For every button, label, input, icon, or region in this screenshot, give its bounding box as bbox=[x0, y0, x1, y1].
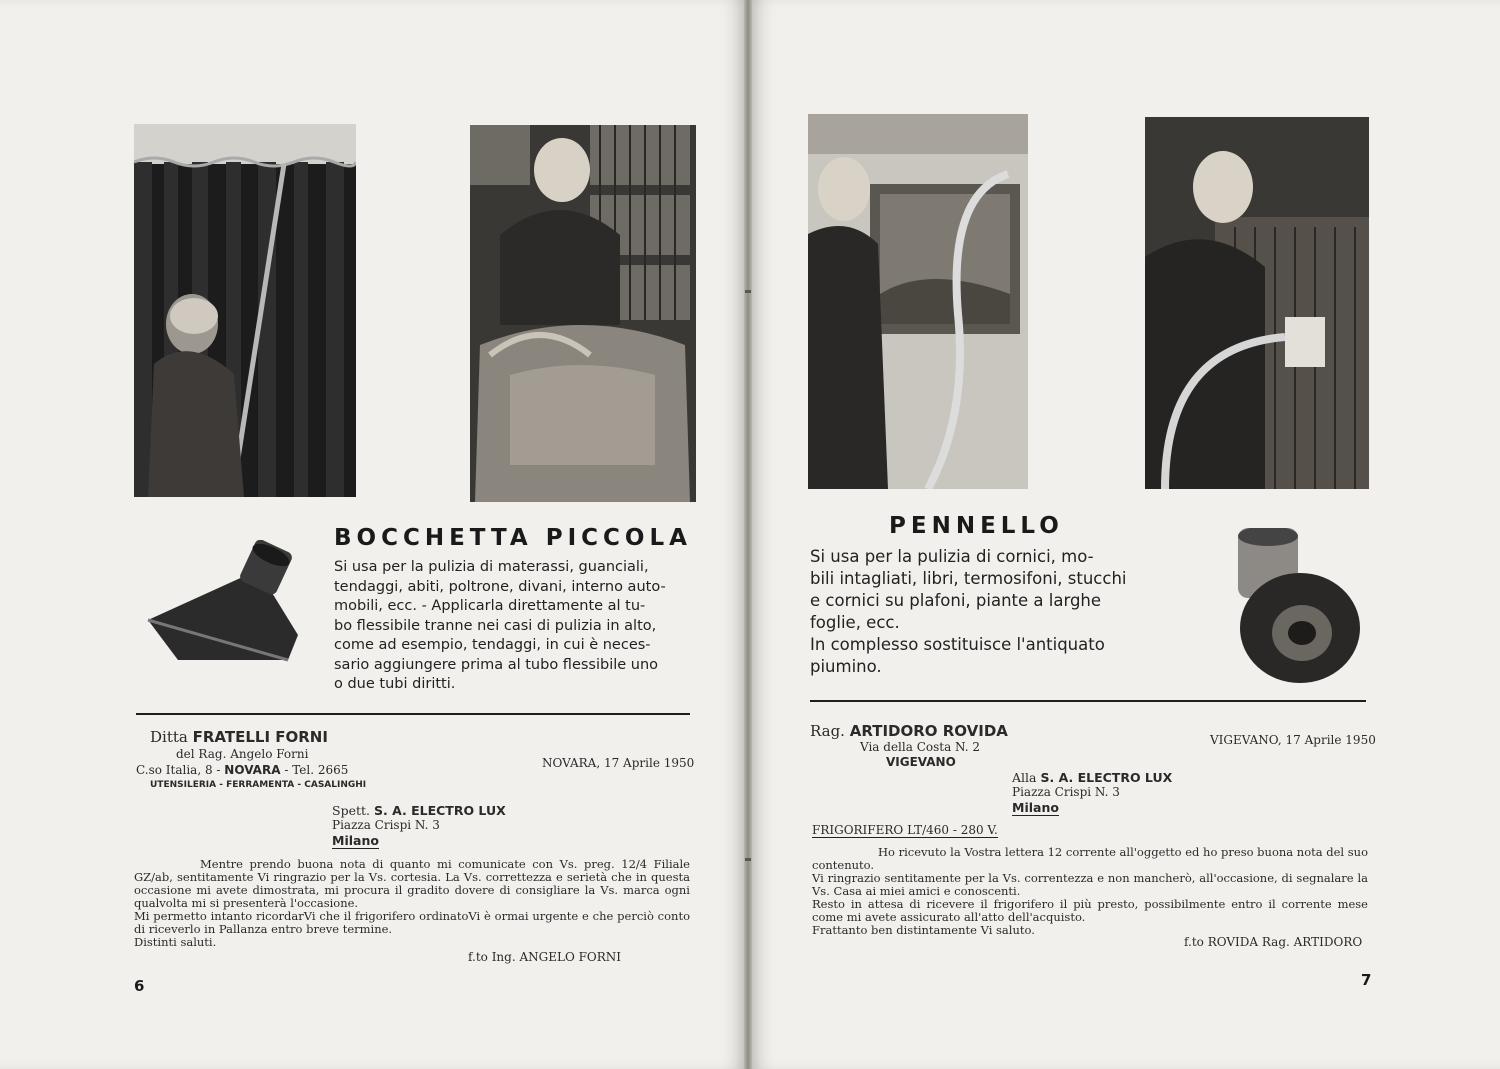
recipient-prefix: Spett. bbox=[332, 803, 370, 818]
right-place-date: VIGEVANO, 17 Aprile 1950 bbox=[1210, 733, 1376, 747]
right-recipient bbox=[1012, 770, 1172, 785]
right-divider bbox=[810, 700, 1366, 702]
recipient-city-text: Milano bbox=[1012, 800, 1059, 815]
left-recipient bbox=[332, 803, 506, 818]
sender-address: Via della Costa N. 2 bbox=[860, 740, 981, 754]
recipient-name: S. A. ELECTRO LUX bbox=[373, 803, 506, 818]
recipient-address: Piazza Crispi N. 3 bbox=[332, 818, 440, 832]
book-gutter bbox=[744, 0, 752, 1069]
left-title: BOCCHETTA PICCOLA bbox=[334, 525, 692, 551]
left-sender-address bbox=[136, 763, 348, 777]
right-letter-body: Ho ricevuto la Vostra lettera 12 corrente all'oggetto ed ho preso buona nota del suo contenuto. Vi ringrazio sentitamente per la Vs. correntezza e non mancherò, all'occasione, di segnalare la Vs. Casa ai miei amici e conoscenti. Resto in attesa di ricevere il frigorifero il più presto, possibilmente entro il corrente mese come mi avete assicurato all'atto dell'acquisto. Frattanto ben distintamente Vi saluto. bbox=[812, 845, 1368, 937]
page-number-right: 7 bbox=[1361, 971, 1372, 989]
sender-name: ARTIDORO ROVIDA bbox=[849, 722, 1008, 740]
sender-name: FRATELLI FORNI bbox=[192, 728, 328, 746]
left-signature: f.to Ing. ANGELO FORNI bbox=[468, 950, 622, 964]
sender-city: NOVARA bbox=[224, 763, 281, 777]
recipient-prefix: Alla bbox=[1012, 770, 1037, 785]
photo-armchair-cleaning bbox=[470, 125, 696, 502]
letter-subject bbox=[812, 823, 998, 837]
sender-prefix: Ditta bbox=[150, 728, 188, 746]
sender-address: C.so Italia, 8 - bbox=[136, 763, 221, 777]
left-letter-body: Mentre prendo buona nota di quanto mi comunicate con Vs. preg. 12/4 Filiale GZ/ab, sentitamente Vi ringrazio per la Vs. cortesia. La Vs. correttezza e serietà che in questa occasione mi avete dimostrata, mi procura il gradito dovere di consigliare la Vs. marca ogni qualvolta mi si presenterà l'occasione. Mi permetto intanto ricordarVi che il frigorifero ordinatoVi è ormai urgente e che perciò conto di riceverlo in Pallanza entro breve termine. Distinti saluti. bbox=[134, 857, 690, 949]
staple bbox=[745, 290, 751, 293]
photo-frame-cleaning bbox=[808, 114, 1028, 489]
sender-line2: del Rag. Angelo Forni bbox=[176, 747, 309, 761]
right-title: PENNELLO bbox=[889, 513, 1064, 539]
left-description: Si usa per la pulizia di materassi, guanciali, tendaggi, abiti, poltrone, divani, interno auto- mobili, ecc. - Applicarla direttamente al tu- bo flessibile tranne nei casi di pulizia in alto, come ad esempio, tendaggi, in cui è neces- sario aggiungere prima al tubo flessibile uno o due tubi diritti. bbox=[334, 559, 666, 692]
recipient-name: S. A. ELECTRO LUX bbox=[1040, 770, 1173, 785]
recipient-address: Piazza Crispi N. 3 bbox=[1012, 785, 1120, 799]
right-description: Si usa per la pulizia di cornici, mo- bili intagliati, libri, termosifoni, stucchi e cornici su plafoni, piante a larghe foglie, ecc. In complesso sostituisce l'antiquato piumino. bbox=[810, 547, 1127, 676]
brush-illustration bbox=[1222, 528, 1362, 688]
left-place-date: NOVARA, 17 Aprile 1950 bbox=[542, 756, 695, 770]
left-sender-header bbox=[150, 728, 328, 746]
right-sender-header bbox=[810, 722, 1008, 740]
sender-city: VIGEVANO bbox=[886, 755, 956, 769]
photo-curtain-cleaning bbox=[134, 124, 356, 497]
page-number-left: 6 bbox=[134, 977, 145, 995]
letter-subject-text: FRIGORIFERO LT/460 - 280 V. bbox=[812, 823, 998, 837]
photo-books-cleaning bbox=[1145, 117, 1369, 489]
right-signature: f.to ROVIDA Rag. ARTIDORO bbox=[1184, 935, 1363, 949]
sender-trade: UTENSILERIA - FERRAMENTA - CASALINGHI bbox=[150, 780, 367, 790]
sender-tel: - Tel. 2665 bbox=[284, 763, 349, 777]
recipient-city bbox=[332, 833, 379, 848]
nozzle-illustration bbox=[138, 540, 314, 688]
left-divider bbox=[136, 713, 690, 715]
recipient-city bbox=[1012, 800, 1059, 815]
sender-prefix: Rag. bbox=[810, 722, 845, 740]
staple bbox=[745, 858, 751, 861]
recipient-city-text: Milano bbox=[332, 833, 379, 848]
